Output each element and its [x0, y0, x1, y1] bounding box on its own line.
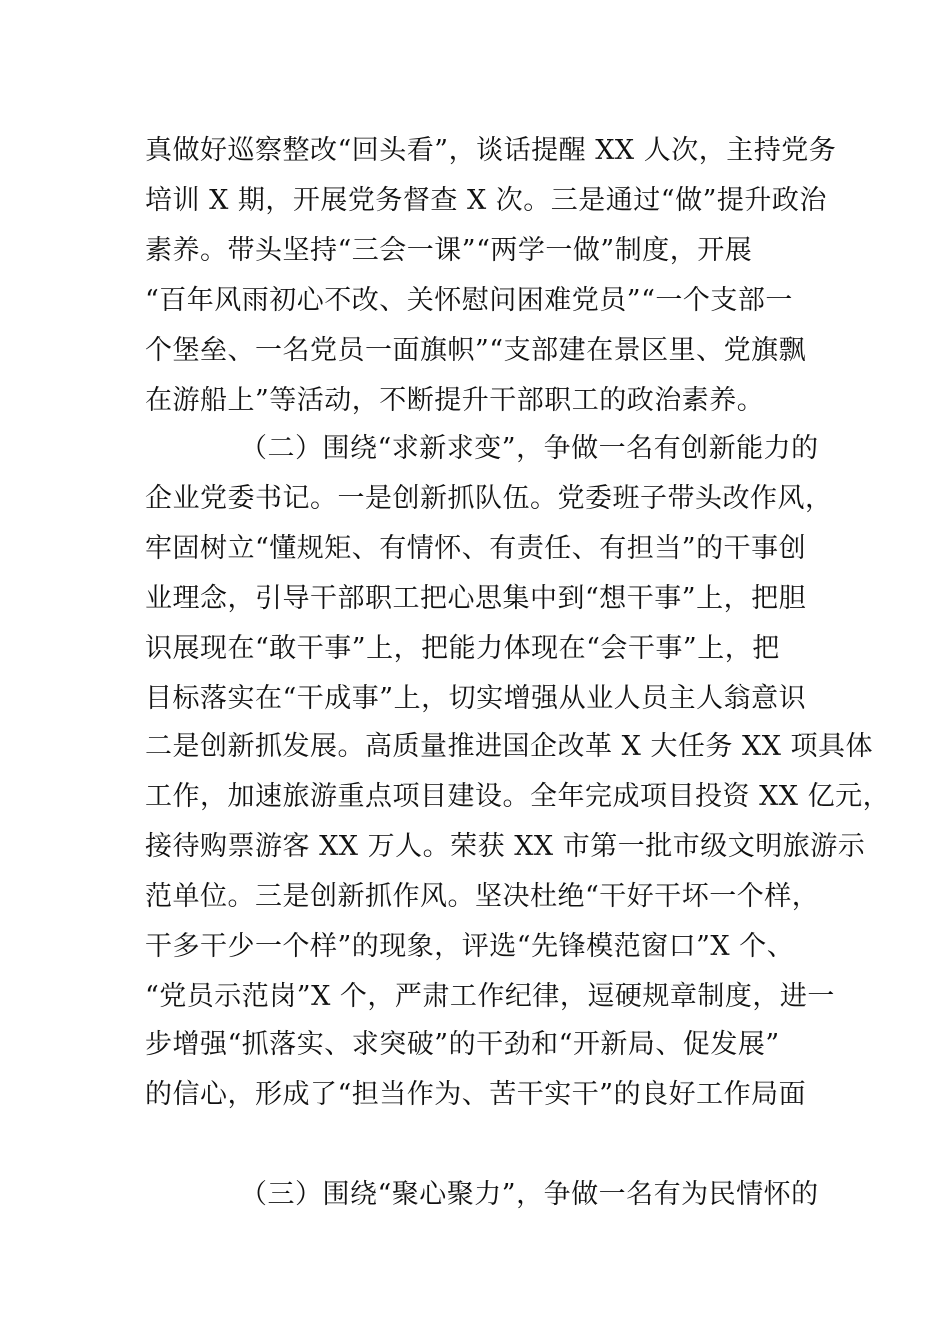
text-line: 培训 X 期，开展党务督查 X 次。三是通过“做”提升政治 [145, 185, 827, 216]
text-line: 在游船上”等活动，不断提升干部职工的政治素养。 [145, 385, 765, 416]
text-line: 牢固树立“懂规矩、有情怀、有责任、有担当”的干事创 [145, 533, 807, 564]
text-line: 企业党委书记。一是创新抓队伍。党委班子带头改作风， [145, 483, 833, 514]
text-line: “党员示范岗”X 个，严肃工作纪律，逗硬规章制度，进一 [145, 981, 835, 1012]
text-line: 的信心，形成了“担当作为、苦干实干”的良好工作局面 [145, 1079, 807, 1110]
text-line: 二是创新抓发展。高质量推进国企改革 X 大任务 XX 项具体 [145, 731, 873, 762]
text-line: 工作，加速旅游重点项目建设。全年完成项目投资 XX 亿元， [145, 781, 891, 812]
text-line: 真做好巡察整改“回头看”，谈话提醒 XX 人次，主持党务 [145, 135, 837, 166]
text-line: “百年风雨初心不改、关怀慰问困难党员”“一个支部一 [145, 285, 793, 316]
text-line: 业理念，引导干部职工把心思集中到“想干事”上，把胆 [145, 583, 807, 614]
text-line: 干多干少一个样”的现象，评选“先锋模范窗口”X 个、 [145, 931, 795, 962]
text-line: 范单位。三是创新抓作风。坚决杜绝“干好干坏一个样， [145, 881, 820, 912]
text-line: 步增强“抓落实、求突破”的干劲和“开新局、促发展” [145, 1029, 780, 1060]
text-line: 个堡垒、一名党员一面旗帜”“支部建在景区里、党旗飘 [145, 335, 807, 366]
text-line: 目标落实在“干成事”上，切实增强从业人员主人翁意识 [145, 683, 807, 714]
text-line: 素养。带头坚持“三会一课”“两学一做”制度，开展 [145, 235, 753, 266]
section-heading-2: （二）围绕“求新求变”，争做一名有创新能力的 [240, 433, 819, 464]
text-line: 识展现在“敢干事”上，把能力体现在“会干事”上，把 [145, 633, 780, 664]
text-line: 接待购票游客 XX 万人。荣获 XX 市第一批市级文明旅游示 [145, 831, 866, 862]
section-heading-3: （三）围绕“聚心聚力”，争做一名有为民情怀的 [240, 1179, 819, 1210]
